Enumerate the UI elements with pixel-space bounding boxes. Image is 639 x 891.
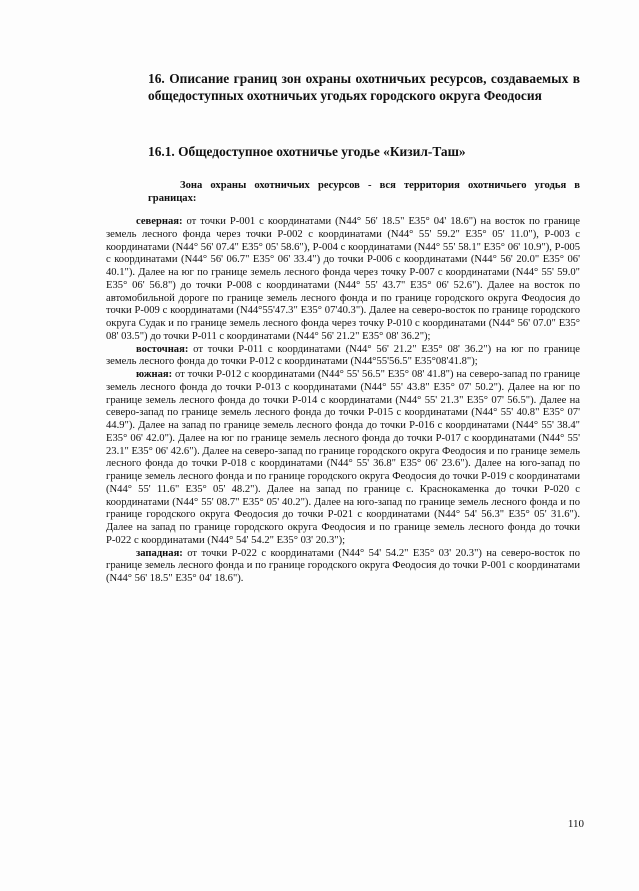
boundary-south-text: от точки Р-012 с координатами (N44° 55' 56.5" E35° 08' 41.8") на северо-запад по границе земель лесного фонда до точки Р-013 с координатами (N44° 55' 43.8" E35° 07' 50.2"). Далее на юг по границе земель лесного фонда до точки Р-014 с координатами (N44° 55' 21.3" E35° 07' 56.5"). Далее на северо-запад по границе земель лесного фонда до точки Р-015 с координатами (N44° 55' 40.8" E35° 07' 44.9"). Далее на запад по границе земель лесного фонда до точки Р-016 с координатами (N44° 55' 38.4" E35° 06' 42.0"). Далее на юг по границе земель лесного фонда до точки Р-017 с координатами (N44° 55' 23.1" E35° 06' 42.6"). Далее на северо-запад по границе городского округа Феодосия и по границе земель лесного фонда до точки Р-018 с координатами (N44° 55' 36.8" E35° 06' 23.6"). Далее на юго-запад по границе земель лесного фонда и по границе городского округа Феодосия до точки Р-019 с координатами (N44° 55' 11.6" E35° 05' 48.2"). Далее на запад по границе с. Краснокаменка до точки Р-020 с координатами (N44° 55' 08.7" E35° 05' 40.2"). Далее на юго-запад по границе земель лесного фонда и по границе городского округа Феодосия до точки Р-021 с координатами (N44° 54' 56.3" E35° 05' 31.6"). Далее на запад по границе городского округа Феодосия и по границе земель лесного фонда до точки Р-022 с координатами (N44° 54' 54.2" E35° 03' 20.3"); bbox=[106, 369, 580, 546]
boundary-west-paragraph bbox=[106, 548, 580, 586]
boundary-north-paragraph bbox=[106, 216, 580, 344]
boundary-north-text: от точки Р-001 с координатами (N44° 56' 18.5" E35° 04' 18.6") на восток по границе земель лесного фонда через точки Р-002 с координатами (N44° 55' 59.2" E35° 05' 11.0"), Р-003 с координатами (N44° 56' 07.4" E35° 05' 58.6"), Р-004 с координатами (N44° 55' 58.1" E35° 06' 10.9"), Р-005 с координатами (N44° 56' 06.7" E35° 06' 33.4") до точки Р-006 с координатами (N44° 56' 20.0" E35° 06' 40.1"). Далее на юг по границе земель лесного фонда через точку Р-007 с координатами (N44° 55' 59.0" E35° 06' 56.8") до точки Р-008 с координатами (N44° 55' 43.7" E35° 06' 52.6"). Далее на восток по автомобильной дороге по границе земель лесного фонда и по границе городского округа Феодосия до точки Р-009 с координатами (N44°55'47.3" E35° 07'40.3"). Далее на северо-восток по границе городского округа Судак и по границе земель лесного фонда через точку Р-010 с координатами (N44° 56' 07.0" E35° 08' 03.5") до точки Р-011 с координатами (N44° 56' 21.2" E35° 08' 36.2"); bbox=[106, 216, 580, 342]
boundary-south-paragraph bbox=[106, 369, 580, 548]
boundary-west-text: от точки Р-022 с координатами (N44° 54' 54.2" E35° 03' 20.3") на северо-восток по границе земель лесного фонда и по границе городского округа Феодосия до точки Р-001 с координатами (N44° 56' 18.5" E35° 04' 18.6"). bbox=[106, 547, 580, 584]
boundary-north-label: северная: bbox=[136, 216, 183, 227]
zone-intro: Зона охраны охотничьих ресурсов - вся территория охотничьего угодья в границах: bbox=[148, 180, 580, 204]
boundary-east-text: от точки Р-011 с координатами (N44° 56' 21.2" E35° 08' 36.2") на юг по границе земель лесного фонда до точки Р-012 с координатами (N44°55'56.5" E35°08'41.8"); bbox=[106, 343, 580, 368]
page-number: 110 bbox=[567, 818, 584, 830]
boundary-east-paragraph bbox=[106, 344, 580, 370]
boundary-description bbox=[106, 216, 580, 586]
subsection-heading: 16.1. Общедоступное охотничье угодье «Кизил-Таш» bbox=[148, 144, 466, 159]
boundary-south-label: южная: bbox=[136, 369, 173, 380]
boundary-west-label: западная: bbox=[136, 547, 183, 559]
boundary-east-label: восточная: bbox=[136, 343, 189, 355]
section-heading: 16. Описание границ зон охраны охотничьих ресурсов, создаваемых в общедоступных охотничьих угодьях городского округа Феодосия bbox=[148, 71, 580, 103]
